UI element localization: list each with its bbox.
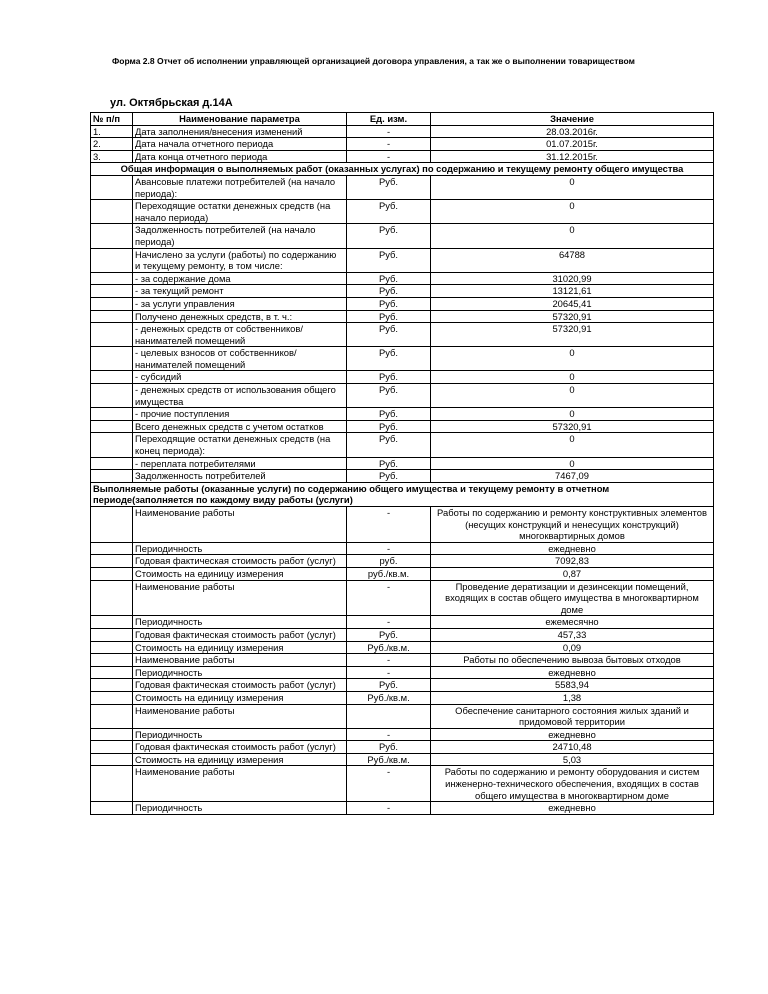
row-unit: Руб. [347,679,431,692]
row-name: - денежных средств от собственников/нанимателей помещений [133,323,347,347]
table-row [91,297,714,310]
row-value: 0 [431,175,714,199]
row-value: 57320,91 [431,323,714,347]
row-value: 0 [431,457,714,470]
row-name: - денежных средств от использования общего имущества [133,384,347,408]
row-num [91,310,133,323]
row-name: Стоимость на единицу измерения [133,641,347,654]
table-row [91,704,714,728]
row-unit: - [347,507,431,543]
table-row [91,766,714,802]
row-value: 457,33 [431,628,714,641]
row-name: - за текущий ремонт [133,285,347,298]
row-name: Периодичность [133,616,347,629]
row-value: 0 [431,433,714,457]
row-num [91,641,133,654]
row-name: Дата начала отчетного периода [133,138,347,151]
row-value: 13121,61 [431,285,714,298]
row-unit: Руб. [347,384,431,408]
form-title: Форма 2.8 Отчет об исполнении управляющей организацией договора управления, а так же о выполнении товариществом [112,56,635,66]
row-unit: Руб. [347,224,431,248]
table-row [91,691,714,704]
table-row [91,323,714,347]
section-works-title: Выполняемые работы (оказанные услуги) по содержанию общего имущества и текущему ремонту в отчетном периоде(заполняется по каждому виду работы (услуги) [91,482,714,506]
table-row [91,666,714,679]
row-unit: Руб. [347,272,431,285]
row-name: Годовая фактическая стоимость работ (услуг) [133,555,347,568]
row-num [91,297,133,310]
row-unit: - [347,580,431,616]
row-value: Проведение дератизации и дезинсекции помещений, входящих в состав общего имущества в многоквартирном доме [431,580,714,616]
row-num [91,580,133,616]
row-name: Всего денежных средств с учетом остатков [133,420,347,433]
row-num [91,200,133,224]
row-num [91,371,133,384]
row-num [91,347,133,371]
row-unit: - [347,542,431,555]
table-row [91,347,714,371]
row-unit: Руб. [347,628,431,641]
row-name: Наименование работы [133,766,347,802]
row-num [91,616,133,629]
row-name: Годовая фактическая стоимость работ (услуг) [133,741,347,754]
table-row [91,248,714,272]
row-num [91,384,133,408]
row-value: 0 [431,224,714,248]
row-num [91,272,133,285]
table-row [91,150,714,163]
header-name: Наименование параметра [133,113,347,126]
row-name: Наименование работы [133,580,347,616]
row-name: Стоимость на единицу измерения [133,753,347,766]
row-value: 57320,91 [431,420,714,433]
row-num [91,691,133,704]
table-header-row [91,113,714,126]
row-name: Наименование работы [133,704,347,728]
row-unit: Руб. [347,175,431,199]
table-row [91,420,714,433]
row-name: Переходящие остатки денежных средств (на конец периода): [133,433,347,457]
row-unit: Руб. [347,310,431,323]
row-unit: - [347,150,431,163]
row-value: 1,38 [431,691,714,704]
row-name: Дата конца отчетного периода [133,150,347,163]
row-value: 0 [431,408,714,421]
table-row [91,433,714,457]
row-value: 0,09 [431,641,714,654]
row-value: 5,03 [431,753,714,766]
row-value: ежемесячно [431,616,714,629]
row-unit: - [347,802,431,815]
row-unit: Руб. [347,457,431,470]
row-value: 7092,83 [431,555,714,568]
row-unit: Руб. [347,200,431,224]
section-general-info [91,163,714,176]
row-name: Стоимость на единицу измерения [133,567,347,580]
row-num [91,628,133,641]
table-row [91,741,714,754]
row-value: 0,87 [431,567,714,580]
report-table [90,112,714,815]
row-num [91,555,133,568]
row-num [91,704,133,728]
row-value: 31020,99 [431,272,714,285]
row-value: 57320,91 [431,310,714,323]
row-name: Начислено за услуги (работы) по содержанию и текущему ремонту, в том числе: [133,248,347,272]
row-unit: - [347,654,431,667]
row-num: 2. [91,138,133,151]
table-row [91,138,714,151]
section-general-info-title: Общая информация о выполняемых работ (оказанных услугах) по содержанию и текущему ремонту общего имущества [91,163,714,176]
row-name: Дата заполнения/внесения изменений [133,125,347,138]
table-row [91,457,714,470]
row-value: 31.12.2015г. [431,150,714,163]
row-unit: - [347,728,431,741]
table-row [91,555,714,568]
row-unit: Руб. [347,323,431,347]
row-name: - прочие поступления [133,408,347,421]
table-row [91,641,714,654]
table-row [91,679,714,692]
row-num [91,175,133,199]
row-value: Обеспечение санитарного состояния жилых зданий и придомовой территории [431,704,714,728]
row-value: 64788 [431,248,714,272]
row-num [91,323,133,347]
row-name: - за услуги управления [133,297,347,310]
row-num [91,248,133,272]
table-row [91,567,714,580]
row-name: Стоимость на единицу измерения [133,691,347,704]
row-name: - субсидий [133,371,347,384]
table-row [91,470,714,483]
header-value: Значение [431,113,714,126]
table-row [91,728,714,741]
row-name: Переходящие остатки денежных средств (на начало периода) [133,200,347,224]
row-value: 24710,48 [431,741,714,754]
row-name: Периодичность [133,728,347,741]
row-unit: Руб. [347,420,431,433]
row-value: Работы по содержанию и ремонту оборудования и систем инженерно-технического обеспечения, входящих в состав общего имущества в многоквартирном доме [431,766,714,802]
row-unit: - [347,125,431,138]
row-num: 3. [91,150,133,163]
row-num: 1. [91,125,133,138]
row-unit [347,704,431,728]
row-num [91,470,133,483]
row-num [91,728,133,741]
row-unit: - [347,766,431,802]
table-row [91,125,714,138]
table-row [91,616,714,629]
row-name: Наименование работы [133,654,347,667]
row-value: ежедневно [431,666,714,679]
row-name: - переплата потребителями [133,457,347,470]
header-num: № п/п [91,113,133,126]
row-num [91,654,133,667]
table-row [91,285,714,298]
table-row [91,580,714,616]
row-name: Получено денежных средств, в т. ч.: [133,310,347,323]
row-unit: Руб. [347,371,431,384]
row-name: Годовая фактическая стоимость работ (услуг) [133,679,347,692]
row-unit: Руб. [347,248,431,272]
table-row [91,272,714,285]
table-row [91,200,714,224]
row-num [91,542,133,555]
address-heading: ул. Октябрьская д.14А [110,97,233,109]
table-row [91,224,714,248]
row-num [91,802,133,815]
table-row [91,371,714,384]
row-unit: - [347,138,431,151]
row-num [91,753,133,766]
row-num [91,741,133,754]
row-value: 5583,94 [431,679,714,692]
row-unit: Руб. [347,347,431,371]
row-value: 7467,09 [431,470,714,483]
row-unit: Руб. [347,408,431,421]
row-num [91,408,133,421]
table-row [91,408,714,421]
row-unit: Руб. [347,285,431,298]
row-value: 01.07.2015г. [431,138,714,151]
table-row [91,542,714,555]
row-value: 28.03.2016г. [431,125,714,138]
row-unit: Руб./кв.м. [347,641,431,654]
row-num [91,679,133,692]
row-name: Периодичность [133,666,347,679]
row-unit: - [347,666,431,679]
header-unit: Ед. изм. [347,113,431,126]
row-unit: Руб. [347,433,431,457]
table-row [91,175,714,199]
table-row [91,802,714,815]
row-unit: Руб. [347,297,431,310]
row-name: - за содержание дома [133,272,347,285]
table-row [91,384,714,408]
table-row [91,654,714,667]
table-row [91,753,714,766]
row-name: Авансовые платежи потребителей (на начало периода): [133,175,347,199]
row-value: 20645,41 [431,297,714,310]
row-unit: руб. [347,555,431,568]
row-name: Задолженность потребителей [133,470,347,483]
row-value: Работы по содержанию и ремонту конструктивных элементов (несущих конструкций и ненесущих конструкций) многоквартирных домов [431,507,714,543]
table-row [91,507,714,543]
row-name: Годовая фактическая стоимость работ (услуг) [133,628,347,641]
row-value: ежедневно [431,802,714,815]
table-row [91,310,714,323]
row-unit: Руб. [347,470,431,483]
row-num [91,224,133,248]
row-num [91,666,133,679]
row-value: 0 [431,347,714,371]
row-num [91,285,133,298]
row-name: Задолженность потребителей (на начало периода) [133,224,347,248]
row-num [91,567,133,580]
row-num [91,507,133,543]
row-num [91,457,133,470]
row-name: Наименование работы [133,507,347,543]
row-unit: Руб. [347,741,431,754]
row-num [91,766,133,802]
row-unit: Руб./кв.м. [347,691,431,704]
row-value: 0 [431,384,714,408]
row-name: Периодичность [133,802,347,815]
row-unit: Руб./кв.м. [347,753,431,766]
row-name: - целевых взносов от собственников/ нанимателей помещений [133,347,347,371]
row-unit: - [347,616,431,629]
row-name: Периодичность [133,542,347,555]
row-value: ежедневно [431,542,714,555]
row-value: Работы по обеспечению вывоза бытовых отходов [431,654,714,667]
table-row [91,628,714,641]
row-unit: руб./кв.м. [347,567,431,580]
row-value: ежедневно [431,728,714,741]
row-value: 0 [431,371,714,384]
row-num [91,420,133,433]
row-num [91,433,133,457]
section-works [91,482,714,506]
row-value: 0 [431,200,714,224]
